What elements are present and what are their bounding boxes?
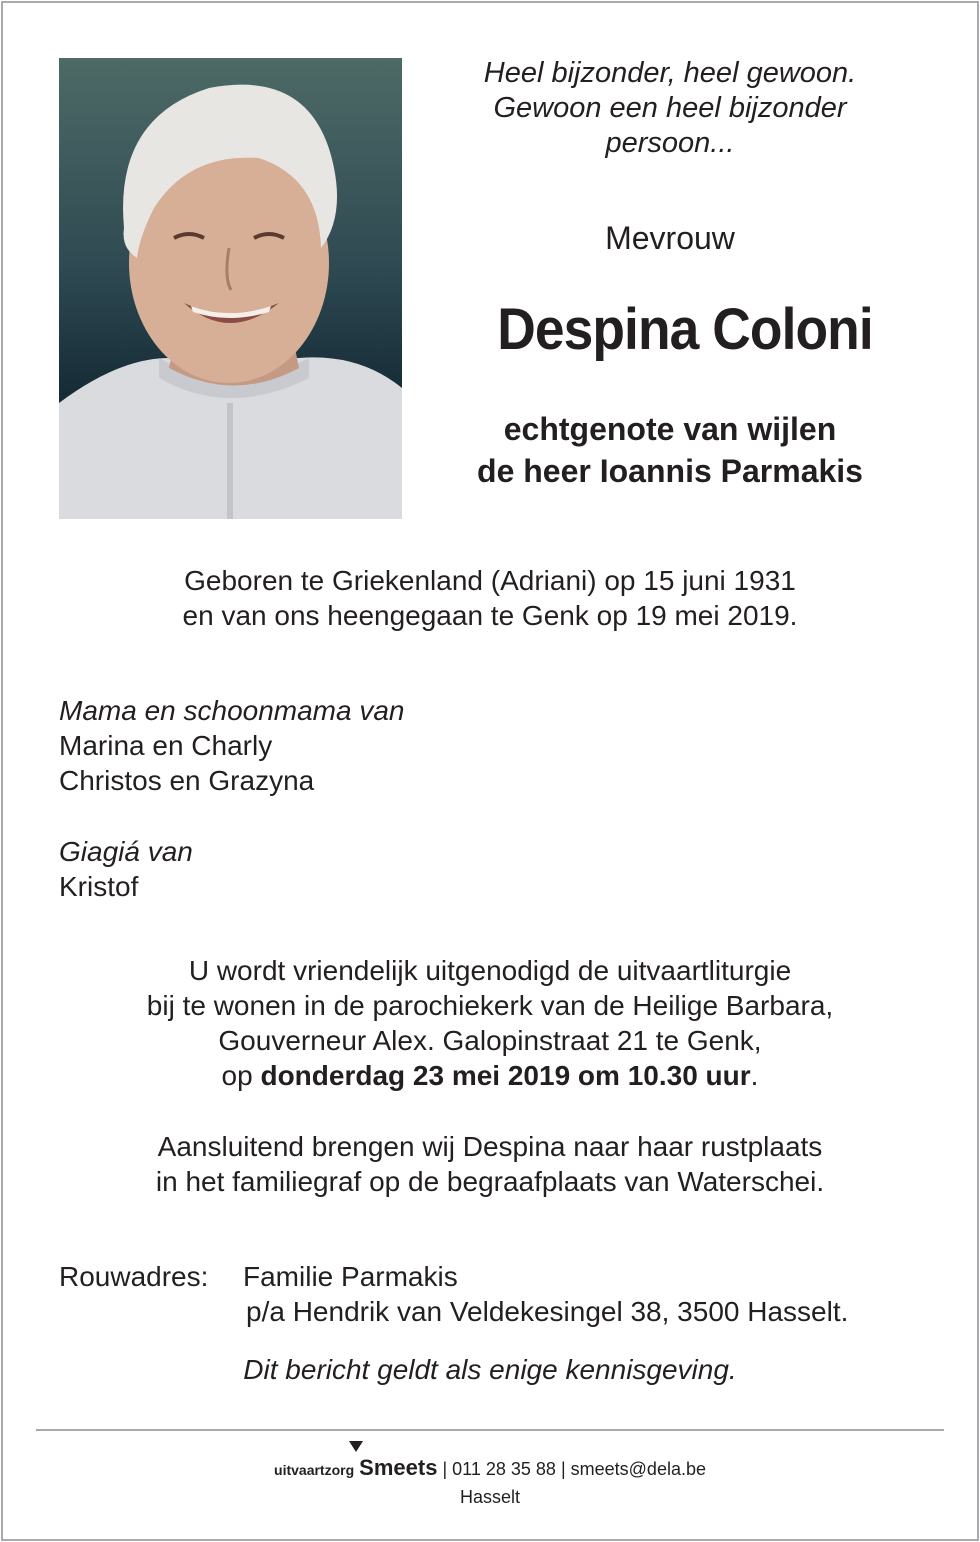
- spouse-line: de heer Ioannis Parmakis: [477, 453, 863, 489]
- footer-phone: 011 28 35 88: [452, 1459, 556, 1479]
- footer-city: Hasselt: [459, 1487, 521, 1507]
- grandchildren-label: Giagiá van: [59, 836, 193, 867]
- address-line: p/a Hendrik van Veldekesingel 38, 3500 Hasselt.: [246, 1296, 849, 1327]
- children-label: Mama en schoonmama van: [59, 695, 405, 726]
- birth-death-info: [40, 563, 940, 633]
- portrait-photo: [59, 58, 402, 519]
- funeral-home-logo: [359, 1455, 437, 1480]
- burial-info: [40, 1129, 940, 1199]
- invitation-line: U wordt vriendelijk uitgenodigd de uitvaartliturgie: [188, 955, 792, 986]
- footer-separator: |: [560, 1459, 566, 1479]
- address-label: Rouwadres:: [59, 1261, 209, 1292]
- footer-email[interactable]: smeets@dela.be: [570, 1459, 706, 1479]
- portrait-illustration: [59, 58, 402, 519]
- death-line: en van ons heengegaan te Genk op 19 mei 2019.: [182, 600, 798, 631]
- birth-line: Geboren te Griekenland (Adriani) op 15 juni 1931: [184, 565, 796, 596]
- quote-line: Gewoon een heel bijzonder: [493, 92, 847, 124]
- invitation-line: bij te wonen in de parochiekerk van de Heilige Barbara,: [146, 990, 834, 1021]
- child-entry: Marina en Charly: [59, 730, 273, 761]
- deceased-name: Despina Coloni: [497, 297, 873, 362]
- spouse-info: [420, 408, 920, 492]
- invitation-line: Gouverneur Alex. Galopinstraat 21 te Genk,: [218, 1025, 762, 1056]
- funeral-datetime: donderdag 23 mei 2019 om 10.30 uur: [260, 1060, 751, 1091]
- address-name: Familie Parmakis: [243, 1261, 458, 1292]
- funeral-invitation: [40, 953, 940, 1093]
- burial-line: Aansluitend brengen wij Despina naar haar rustplaats: [157, 1131, 823, 1162]
- notice-text: Dit bericht geldt als enige kennisgeving.: [243, 1354, 737, 1385]
- funeral-home-footer: [0, 1455, 980, 1481]
- logo-triangle-icon: [349, 1441, 363, 1452]
- date-suffix: .: [750, 1060, 759, 1091]
- footer-divider: [36, 1429, 944, 1431]
- quote-line: Heel bijzonder, heel gewoon.: [483, 57, 857, 89]
- spouse-line: echtgenote van wijlen: [503, 411, 837, 447]
- honorific: Mevrouw: [605, 220, 735, 256]
- date-prefix: op: [221, 1060, 261, 1091]
- footer-separator: |: [442, 1459, 448, 1479]
- opening-quote: [440, 56, 900, 161]
- burial-line: in het familiegraf op de begraafplaats van Waterschei.: [155, 1166, 825, 1197]
- invitation-date-line: [40, 1058, 940, 1093]
- child-entry: Christos en Grazyna: [59, 765, 315, 796]
- children-section: [59, 693, 405, 798]
- grandchild-entry: Kristof: [59, 871, 139, 902]
- grandchildren-section: [59, 834, 193, 904]
- footer-prefix: uitvaartzorg: [274, 1462, 355, 1478]
- quote-line: persoon...: [605, 127, 735, 159]
- funeral-home-name: Smeets: [359, 1455, 438, 1480]
